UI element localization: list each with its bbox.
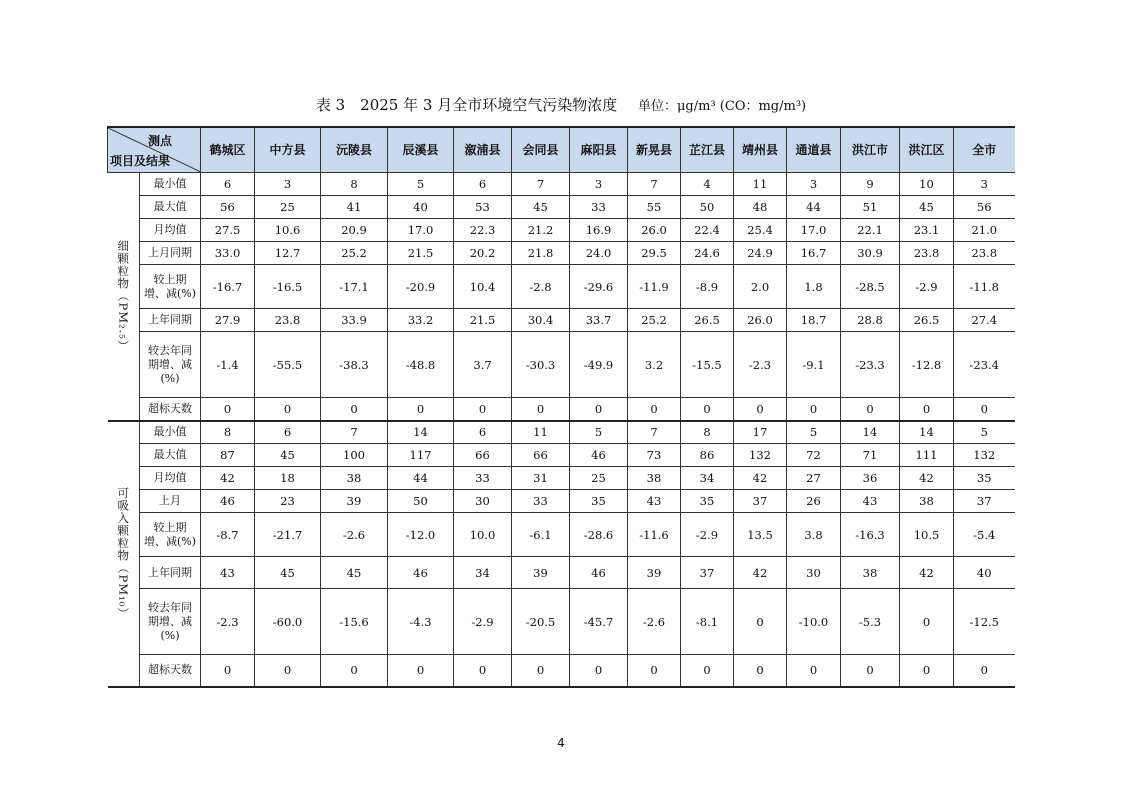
value-cell: 12.7 (255, 242, 321, 265)
value-cell: 38 (321, 467, 388, 490)
value-cell: -11.8 (954, 265, 1015, 309)
value-cell: 53 (454, 196, 512, 219)
value-cell: 33.2 (388, 309, 454, 332)
value-cell: 36 (841, 467, 900, 490)
value-cell: 45 (900, 196, 954, 219)
value-cell: 132 (734, 444, 787, 467)
value-cell: -5.4 (954, 513, 1015, 557)
value-cell: 56 (201, 196, 255, 219)
table-row (108, 398, 1015, 421)
value-cell: 39 (321, 490, 388, 513)
station-header: 洪江市 (841, 127, 900, 173)
value-cell: -1.4 (201, 332, 255, 398)
value-cell: 43 (628, 490, 681, 513)
value-cell: 25 (255, 196, 321, 219)
value-cell: 7 (321, 421, 388, 444)
value-cell: 33.7 (570, 309, 628, 332)
value-cell: 9 (841, 173, 900, 196)
value-cell: 43 (201, 557, 255, 589)
value-cell: 39 (628, 557, 681, 589)
value-cell: 50 (388, 490, 454, 513)
pollutant-group-label: 细颗粒物（PM₂.₅） (108, 173, 140, 421)
value-cell: 37 (681, 557, 734, 589)
value-cell: 14 (388, 421, 454, 444)
value-cell: -48.8 (388, 332, 454, 398)
value-cell: 10.5 (900, 513, 954, 557)
value-cell: 0 (201, 655, 255, 687)
value-cell: 26.5 (900, 309, 954, 332)
row-label: 上年同期 (140, 557, 201, 589)
value-cell: 6 (454, 173, 512, 196)
value-cell: 111 (900, 444, 954, 467)
value-cell: 51 (841, 196, 900, 219)
value-cell: 23 (255, 490, 321, 513)
value-cell: 10 (900, 173, 954, 196)
value-cell: 7 (628, 173, 681, 196)
value-cell: 0 (954, 398, 1015, 421)
value-cell: -29.6 (570, 265, 628, 309)
row-label: 最大值 (140, 196, 201, 219)
value-cell: 100 (321, 444, 388, 467)
value-cell: 21.2 (512, 219, 570, 242)
value-cell: 46 (570, 557, 628, 589)
table-row (108, 219, 1015, 242)
value-cell: 45 (255, 444, 321, 467)
value-cell: 27.9 (201, 309, 255, 332)
value-cell: 87 (201, 444, 255, 467)
value-cell: 30.9 (841, 242, 900, 265)
value-cell: 46 (570, 444, 628, 467)
diagonal-header-cell (108, 127, 201, 173)
row-label: 最大值 (140, 444, 201, 467)
value-cell: -23.3 (841, 332, 900, 398)
value-cell: 40 (954, 557, 1015, 589)
table-row (108, 421, 1015, 444)
value-cell: 42 (734, 467, 787, 490)
value-cell: 44 (787, 196, 841, 219)
value-cell: -20.5 (512, 589, 570, 655)
value-cell: 66 (512, 444, 570, 467)
value-cell: -8.9 (681, 265, 734, 309)
value-cell: 21.5 (454, 309, 512, 332)
value-cell: 42 (201, 467, 255, 490)
value-cell: 0 (628, 655, 681, 687)
table-row (108, 173, 1015, 196)
value-cell: 3.8 (787, 513, 841, 557)
value-cell: 14 (900, 421, 954, 444)
value-cell: 22.3 (454, 219, 512, 242)
value-cell: 55 (628, 196, 681, 219)
station-header: 辰溪县 (388, 127, 454, 173)
value-cell: 56 (954, 196, 1015, 219)
table-row (108, 265, 1015, 309)
value-cell: -6.1 (512, 513, 570, 557)
value-cell: 8 (681, 421, 734, 444)
value-cell: 18 (255, 467, 321, 490)
value-cell: -20.9 (388, 265, 454, 309)
value-cell: 24.9 (734, 242, 787, 265)
station-header: 沅陵县 (321, 127, 388, 173)
value-cell: 5 (954, 421, 1015, 444)
value-cell: 0 (321, 655, 388, 687)
value-cell: 5 (388, 173, 454, 196)
value-cell: 23.8 (954, 242, 1015, 265)
value-cell: 22.4 (681, 219, 734, 242)
value-cell: 0 (681, 655, 734, 687)
value-cell: 39 (512, 557, 570, 589)
value-cell: -2.6 (628, 589, 681, 655)
row-label: 最小值 (140, 421, 201, 444)
value-cell: 38 (900, 490, 954, 513)
value-cell: 38 (628, 467, 681, 490)
value-cell: 38 (841, 557, 900, 589)
value-cell: 17.0 (787, 219, 841, 242)
value-cell: 45 (255, 557, 321, 589)
value-cell: 30 (787, 557, 841, 589)
value-cell: -2.8 (512, 265, 570, 309)
table-row (108, 490, 1015, 513)
value-cell: 48 (734, 196, 787, 219)
value-cell: -16.5 (255, 265, 321, 309)
table-row (108, 655, 1015, 687)
value-cell: 0 (570, 655, 628, 687)
header-row (108, 127, 1015, 173)
value-cell: 31 (512, 467, 570, 490)
row-label: 较去年同 期增、减 (%) (140, 589, 201, 655)
table-row (108, 332, 1015, 398)
value-cell: 0 (388, 655, 454, 687)
value-cell: 17.0 (388, 219, 454, 242)
value-cell: 42 (734, 557, 787, 589)
table-row (108, 444, 1015, 467)
value-cell: 7 (628, 421, 681, 444)
table-unit: 单位：μg/m³ (CO：mg/m³) (637, 99, 807, 114)
value-cell: 14 (841, 421, 900, 444)
value-cell: 35 (570, 490, 628, 513)
station-header: 中方县 (255, 127, 321, 173)
value-cell: 13.5 (734, 513, 787, 557)
value-cell: -2.9 (454, 589, 512, 655)
value-cell: 132 (954, 444, 1015, 467)
value-cell: 26.0 (734, 309, 787, 332)
value-cell: 42 (900, 557, 954, 589)
pollutant-group-label: 可吸入颗粒物（PM₁₀） (108, 421, 140, 687)
value-cell: -11.9 (628, 265, 681, 309)
station-header: 靖州县 (734, 127, 787, 173)
table-row (108, 467, 1015, 490)
value-cell: 18.7 (787, 309, 841, 332)
value-cell: 72 (787, 444, 841, 467)
value-cell: 23.8 (255, 309, 321, 332)
value-cell: -60.0 (255, 589, 321, 655)
row-label: 较上期 增、减(%) (140, 265, 201, 309)
value-cell: -12.0 (388, 513, 454, 557)
pollutant-table (107, 126, 1015, 688)
table-row (108, 242, 1015, 265)
value-cell: -28.6 (570, 513, 628, 557)
value-cell: 0 (512, 398, 570, 421)
value-cell: 25.2 (321, 242, 388, 265)
value-cell: 41 (321, 196, 388, 219)
value-cell: 7 (512, 173, 570, 196)
value-cell: 34 (454, 557, 512, 589)
value-cell: -2.3 (734, 332, 787, 398)
value-cell: 0 (734, 589, 787, 655)
value-cell: 0 (954, 655, 1015, 687)
value-cell: 0 (787, 655, 841, 687)
value-cell: -4.3 (388, 589, 454, 655)
value-cell: 26.0 (628, 219, 681, 242)
page-number: 4 (557, 736, 565, 750)
value-cell: 21.8 (512, 242, 570, 265)
value-cell: 45 (512, 196, 570, 219)
value-cell: -38.3 (321, 332, 388, 398)
value-cell: 117 (388, 444, 454, 467)
value-cell: 66 (454, 444, 512, 467)
value-cell: 42 (900, 467, 954, 490)
value-cell: 30 (454, 490, 512, 513)
value-cell: 0 (841, 655, 900, 687)
station-header: 新晃县 (628, 127, 681, 173)
row-label: 超标天数 (140, 655, 201, 687)
diag-bottom-label: 项目及结果 (110, 154, 171, 168)
value-cell: 25.2 (628, 309, 681, 332)
table-row (108, 557, 1015, 589)
value-cell: 1.8 (787, 265, 841, 309)
table-body (108, 173, 1015, 687)
value-cell: 0 (388, 398, 454, 421)
value-cell: 11 (512, 421, 570, 444)
value-cell: -2.6 (321, 513, 388, 557)
value-cell: 28.8 (841, 309, 900, 332)
value-cell: 33 (570, 196, 628, 219)
value-cell: -2.9 (681, 513, 734, 557)
row-label: 上月 (140, 490, 201, 513)
value-cell: 3 (255, 173, 321, 196)
value-cell: -10.0 (787, 589, 841, 655)
value-cell: 33.9 (321, 309, 388, 332)
value-cell: 3.2 (628, 332, 681, 398)
value-cell: 0 (512, 655, 570, 687)
value-cell: 0 (321, 398, 388, 421)
value-cell: 73 (628, 444, 681, 467)
value-cell: 33.0 (201, 242, 255, 265)
value-cell: 27.5 (201, 219, 255, 242)
value-cell: -17.1 (321, 265, 388, 309)
value-cell: 50 (681, 196, 734, 219)
value-cell: 0 (454, 655, 512, 687)
value-cell: -16.3 (841, 513, 900, 557)
value-cell: 23.1 (900, 219, 954, 242)
value-cell: 44 (388, 467, 454, 490)
value-cell: -9.1 (787, 332, 841, 398)
value-cell: 6 (255, 421, 321, 444)
row-label: 月均值 (140, 219, 201, 242)
value-cell: -8.1 (681, 589, 734, 655)
value-cell: 0 (628, 398, 681, 421)
value-cell: 6 (454, 421, 512, 444)
table-row (108, 589, 1015, 655)
value-cell: 20.2 (454, 242, 512, 265)
value-cell: 0 (201, 398, 255, 421)
value-cell: 16.7 (787, 242, 841, 265)
value-cell: 0 (734, 398, 787, 421)
station-header: 溆浦县 (454, 127, 512, 173)
value-cell: 27.4 (954, 309, 1015, 332)
value-cell: 33 (512, 490, 570, 513)
value-cell: 0 (570, 398, 628, 421)
value-cell: 3 (954, 173, 1015, 196)
value-cell: 71 (841, 444, 900, 467)
value-cell: 23.8 (900, 242, 954, 265)
value-cell: 26 (787, 490, 841, 513)
value-cell: 10.0 (454, 513, 512, 557)
value-cell: 2.0 (734, 265, 787, 309)
value-cell: -21.7 (255, 513, 321, 557)
value-cell: -23.4 (954, 332, 1015, 398)
value-cell: -11.6 (628, 513, 681, 557)
value-cell: 22.1 (841, 219, 900, 242)
value-cell: 46 (388, 557, 454, 589)
value-cell: 21.5 (388, 242, 454, 265)
value-cell: 21.0 (954, 219, 1015, 242)
value-cell: 33 (454, 467, 512, 490)
value-cell: 10.4 (454, 265, 512, 309)
value-cell: 20.9 (321, 219, 388, 242)
value-cell: 16.9 (570, 219, 628, 242)
value-cell: 6 (201, 173, 255, 196)
value-cell: 0 (681, 398, 734, 421)
value-cell: 0 (734, 655, 787, 687)
value-cell: 40 (388, 196, 454, 219)
value-cell: 0 (841, 398, 900, 421)
value-cell: -2.9 (900, 265, 954, 309)
value-cell: 27 (787, 467, 841, 490)
row-label: 最小值 (140, 173, 201, 196)
value-cell: 25.4 (734, 219, 787, 242)
value-cell: 5 (570, 421, 628, 444)
value-cell: -30.3 (512, 332, 570, 398)
value-cell: -49.9 (570, 332, 628, 398)
row-label: 较去年同 期增、减 (%) (140, 332, 201, 398)
value-cell: -28.5 (841, 265, 900, 309)
row-label: 超标天数 (140, 398, 201, 421)
station-header: 全市 (954, 127, 1015, 173)
value-cell: 0 (787, 398, 841, 421)
station-header: 鹤城区 (201, 127, 255, 173)
value-cell: 0 (900, 398, 954, 421)
value-cell: -12.5 (954, 589, 1015, 655)
value-cell: -16.7 (201, 265, 255, 309)
station-header: 会同县 (512, 127, 570, 173)
value-cell: 3.7 (454, 332, 512, 398)
value-cell: 43 (841, 490, 900, 513)
value-cell: 0 (900, 589, 954, 655)
value-cell: 5 (787, 421, 841, 444)
value-cell: 29.5 (628, 242, 681, 265)
value-cell: -55.5 (255, 332, 321, 398)
value-cell: -15.5 (681, 332, 734, 398)
value-cell: 45 (321, 557, 388, 589)
station-header: 通道县 (787, 127, 841, 173)
value-cell: 3 (787, 173, 841, 196)
table-row (108, 309, 1015, 332)
station-header: 麻阳县 (570, 127, 628, 173)
value-cell: 26.5 (681, 309, 734, 332)
value-cell: -45.7 (570, 589, 628, 655)
value-cell: -2.3 (201, 589, 255, 655)
value-cell: 37 (954, 490, 1015, 513)
value-cell: 30.4 (512, 309, 570, 332)
value-cell: 8 (321, 173, 388, 196)
row-label: 上年同期 (140, 309, 201, 332)
diag-top-label: 测点 (147, 134, 172, 148)
table-caption (0, 94, 1122, 115)
value-cell: 0 (255, 398, 321, 421)
value-cell: -8.7 (201, 513, 255, 557)
table-row (108, 513, 1015, 557)
table-title: 表 3 2025 年 3 月全市环境空气污染物浓度 (315, 96, 618, 114)
value-cell: 0 (454, 398, 512, 421)
row-label: 月均值 (140, 467, 201, 490)
row-label: 较上期 增、减(%) (140, 513, 201, 557)
value-cell: -15.6 (321, 589, 388, 655)
value-cell: 10.6 (255, 219, 321, 242)
value-cell: 4 (681, 173, 734, 196)
value-cell: 3 (570, 173, 628, 196)
value-cell: 25 (570, 467, 628, 490)
value-cell: 24.0 (570, 242, 628, 265)
value-cell: 11 (734, 173, 787, 196)
table-row (108, 196, 1015, 219)
value-cell: 35 (681, 490, 734, 513)
value-cell: 0 (255, 655, 321, 687)
value-cell: 24.6 (681, 242, 734, 265)
value-cell: 35 (954, 467, 1015, 490)
station-header: 洪江区 (900, 127, 954, 173)
value-cell: 17 (734, 421, 787, 444)
value-cell: 34 (681, 467, 734, 490)
value-cell: 8 (201, 421, 255, 444)
station-header: 芷江县 (681, 127, 734, 173)
value-cell: 37 (734, 490, 787, 513)
row-label: 上月同期 (140, 242, 201, 265)
value-cell: -5.3 (841, 589, 900, 655)
value-cell: 46 (201, 490, 255, 513)
value-cell: 0 (900, 655, 954, 687)
value-cell: 86 (681, 444, 734, 467)
value-cell: -12.8 (900, 332, 954, 398)
